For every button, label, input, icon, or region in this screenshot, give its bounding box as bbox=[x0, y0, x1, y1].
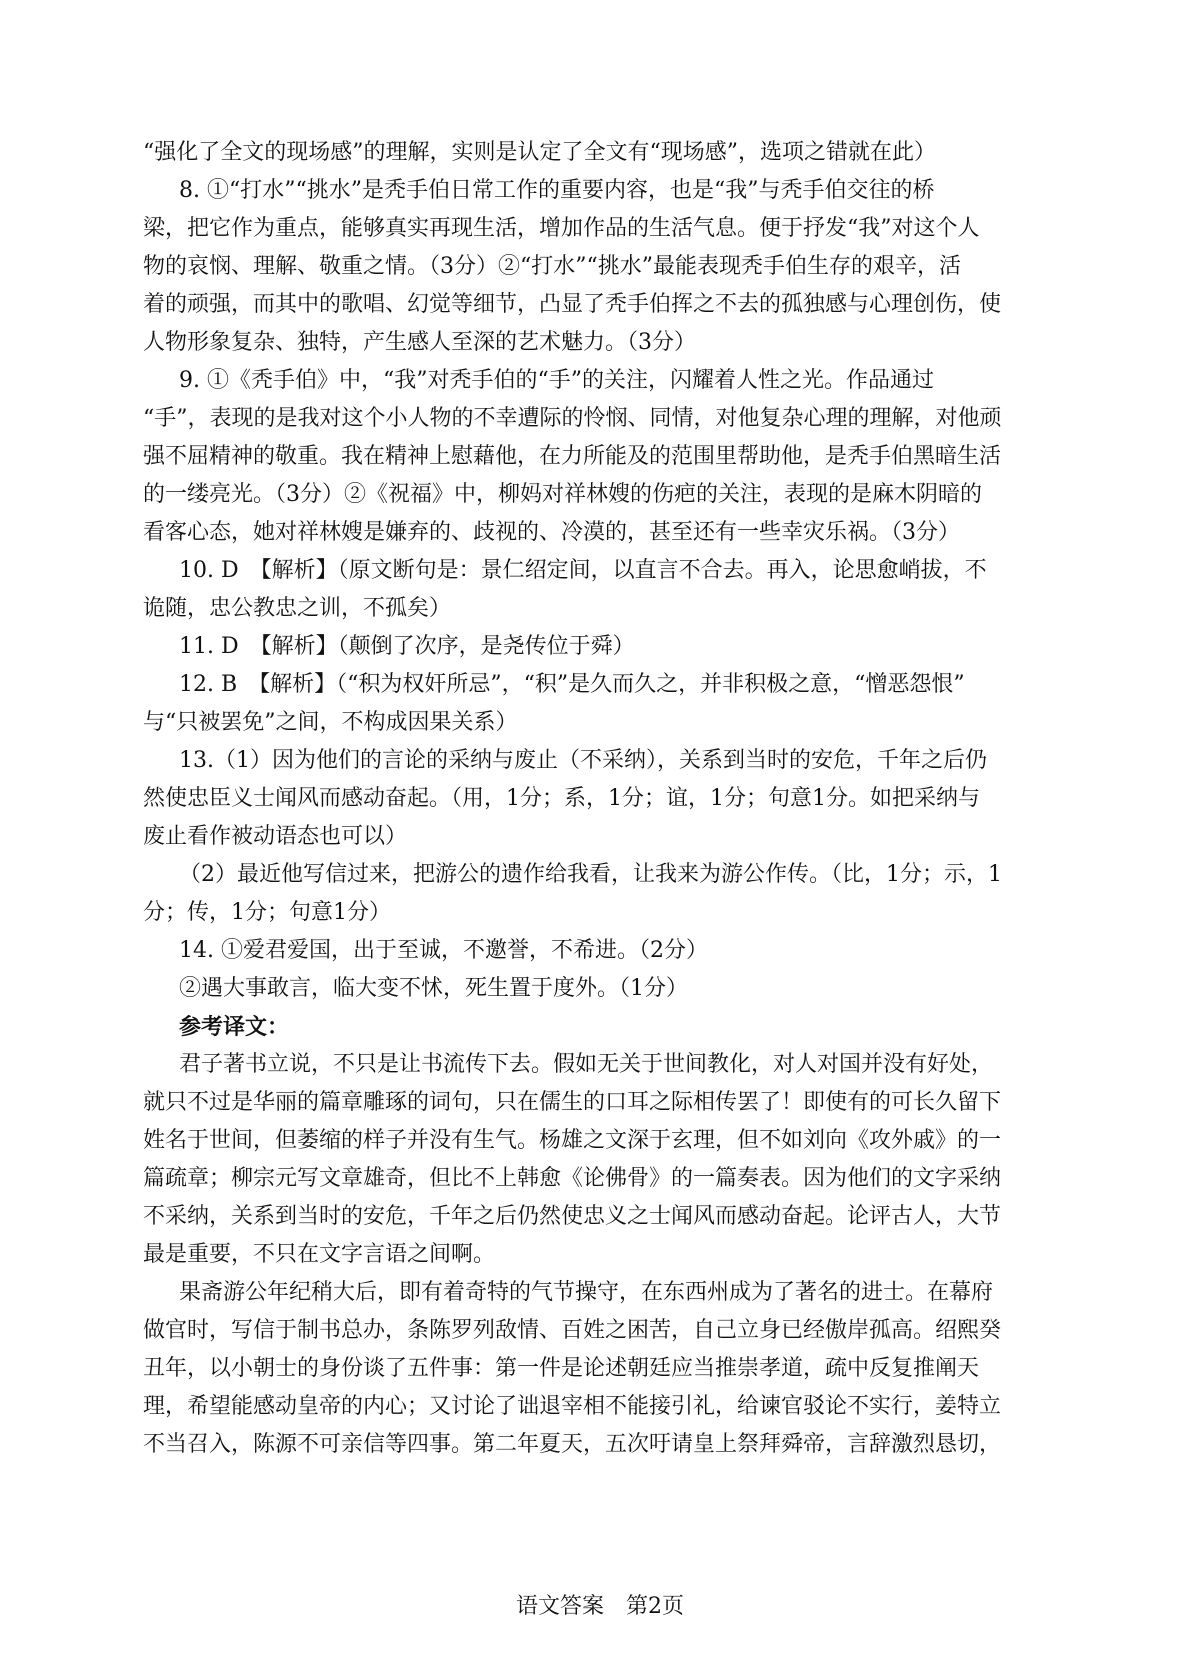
text-line: 与“只被罢免”之间，不构成因果关系） bbox=[143, 710, 518, 735]
text-line: 的一缕亮光。（3分）②《祝福》中，柳妈对祥林嫂的伤疤的关注，表现的是麻木阴暗的 bbox=[143, 482, 982, 507]
text-line: 君子著书立说，不只是让书流传下去。假如无关于世间教化，对人对国并没有好处， bbox=[179, 1052, 994, 1077]
text-line: 最是重要，不只在文字言语之间啊。 bbox=[143, 1242, 496, 1267]
text-line: 13.（1）因为他们的言论的采纳与废止（不采纳），关系到当时的安危，千年之后仍 bbox=[179, 748, 987, 773]
text-line: 分；传，1分；句意1分） bbox=[143, 900, 391, 925]
text-line: 人物形象复杂、独特，产生感人至深的艺术魅力。（3分） bbox=[143, 330, 696, 355]
text-line: 11. D 【解析】（颠倒了次序，是尧传位于舜） bbox=[179, 634, 635, 659]
text-line: 理，希望能感动皇帝的内心；又讨论了诎退宰相不能接引礼，给谏官驳论不实行，姜特立 bbox=[143, 1394, 1002, 1419]
page-footer: 语文答案 第2页 bbox=[516, 1594, 684, 1619]
text-line: 着的顽强，而其中的歌唱、幻觉等细节，凸显了秃手伯挥之不去的孤独感与心理创伤，使 bbox=[143, 292, 1002, 317]
text-line: （2）最近他写信过来，把游公的遗作给我看，让我来为游公作传。（比，1分；示，1 bbox=[179, 862, 1002, 887]
text-line: “手”，表现的是我对这个小人物的不幸遭际的怜悯、同情，对他复杂心理的理解，对他顽 bbox=[143, 406, 1002, 431]
text-line: 10. D 【解析】（原文断句是：景仁绍定间，以直言不合去。再入，论思愈峭拔，不 bbox=[179, 558, 987, 583]
text-line: 14. ①爱君爱国，出于至诚，不邀誉，不希进。（2分） bbox=[179, 938, 708, 963]
text-line: 废止看作被动语态也可以） bbox=[143, 824, 408, 849]
text-line: 9. ①《秃手伯》中，“我”对秃手伯的“手”的关注，闪耀着人性之光。作品通过 bbox=[179, 368, 934, 393]
text-line: 不当召入，陈源不可亲信等四事。第二年夏天，五次吁请皇上祭拜舜帝，言辞激烈恳切， bbox=[143, 1432, 1002, 1457]
text-line: 姓名于世间，但萎缩的样子并没有生气。杨雄之文深于玄理，但不如刘向《攻外戚》的一 bbox=[143, 1128, 1002, 1153]
text-line: 8. ①“打水”“挑水”是秃手伯日常工作的重要内容，也是“我”与秃手伯交往的桥 bbox=[179, 178, 935, 203]
text-line: 做官时，写信于制书总办，条陈罗列敌情、百姓之困苦，自己立身已经傲岸孤高。绍熙癸 bbox=[143, 1318, 1002, 1343]
section-heading: 参考译文： bbox=[179, 1014, 290, 1040]
text-line: “强化了全文的现场感”的理解，实则是认定了全文有“现场感”，选项之错就在此） bbox=[143, 140, 936, 165]
text-line: 梁，把它作为重点，能够真实再现生活，增加作品的生活气息。便于抒发“我”对这个人 bbox=[143, 216, 980, 241]
text-line: 就只不过是华丽的篇章雕琢的词句，只在儒生的口耳之际相传罢了！即使有的可长久留下 bbox=[143, 1090, 1002, 1115]
text-line: 物的哀悯、理解、敬重之情。（3分）②“打水”“挑水”最能表现秃手伯生存的艰辛，活 bbox=[143, 254, 961, 279]
text-line: 丑年，以小朝士的身份谈了五件事：第一件是论述朝廷应当推崇孝道，疏中反复推阐天 bbox=[143, 1356, 980, 1381]
text-line: 篇疏章；柳宗元写文章雄奇，但比不上韩愈《论佛骨》的一篇奏表。因为他们的文字采纳 bbox=[143, 1166, 1002, 1191]
text-line: 看客心态，她对祥林嫂是嫌弃的、歧视的、冷漠的，甚至还有一些幸灾乐祸。（3分） bbox=[143, 520, 960, 545]
document-body bbox=[143, 134, 1055, 1464]
text-line: 然使忠臣义士闻风而感动奋起。（用，1分；系，1分；谊，1分；句意1分。如把采纳与 bbox=[143, 786, 980, 811]
text-line: 不采纳，关系到当时的安危，千年之后仍然使忠义之士闻风而感动奋起。论评古人，大节 bbox=[143, 1204, 1002, 1229]
text-line: 果斋游公年纪稍大后，即有着奇特的气节操守，在东西州成为了著名的进士。在幕府 bbox=[179, 1280, 994, 1305]
text-line: ②遇大事敢言，临大变不怵，死生置于度外。（1分） bbox=[179, 976, 688, 1001]
text-line: 诡随，忠公教忠之训，不孤矣） bbox=[143, 596, 452, 621]
text-line: 强不屈精神的敬重。我在精神上慰藉他，在力所能及的范围里帮助他，是秃手伯黑暗生活 bbox=[143, 444, 1002, 469]
text-line: 12. B 【解析】（“积为权奸所忌”，“积”是久而久之，并非积极之意，“憎恶怨恨” bbox=[179, 672, 965, 697]
